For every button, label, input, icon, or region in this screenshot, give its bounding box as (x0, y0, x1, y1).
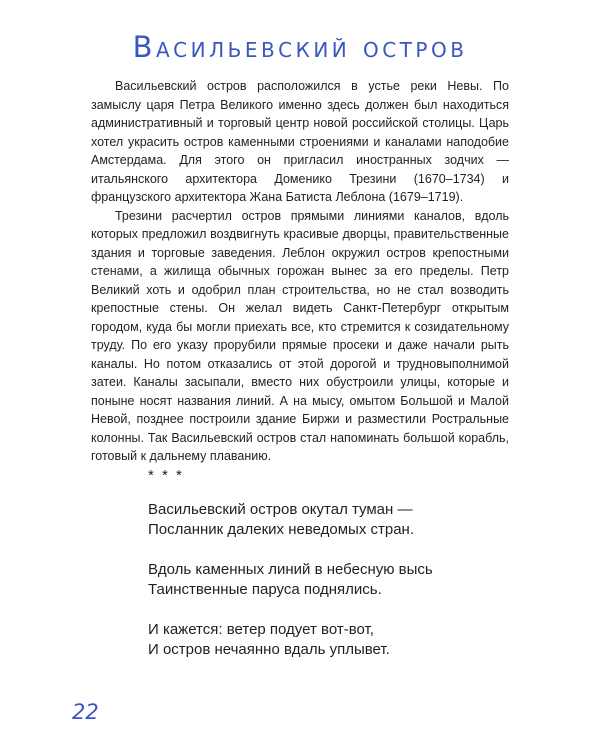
poem-section-marker: * * * (148, 467, 184, 484)
poem-stanza (148, 560, 528, 601)
page-title: Васильевский остров (132, 30, 468, 64)
poem-line: Таинственные паруса поднялись. (148, 581, 382, 598)
page-number: 22 (72, 700, 99, 724)
poem (148, 466, 528, 680)
poem-line: Вдоль каменных линий в небесную высь (148, 560, 433, 578)
poem-line: Васильевский остров окутал туман — (148, 500, 413, 518)
poem-line: И кажется: ветер подует вот-вот, (148, 620, 374, 638)
paragraph: Трезини расчертил остров прямыми линиями каналов, вдоль которых предложил воздвигнуть красивые дворцы, правительственные здания и торговые заведения. Леблон окружил остров крепостными стенами, а жилища обычных горожан вынес за его пределы. Петр Великий хоть и одобрил план строительства, но не стал возводить крепостные стены. Он желал видеть Санкт-Петербург открытым городом, куда бы могли приехать все, кто стремится к созидательному труду. По его указу прорубили прямые просеки и даже начали рыть каналы. Но потом отказались от этой дорогой и трудновыполнимой затеи. Каналы засыпали, вместо них обустроили улицы, которые и поныне носят названия линий. А на мысу, омытом Большой и Малой Невой, позднее построили здание Биржи и разместили Ростральные колонны. Так Васильевский остров стал напоминать большой корабль, готовый к дальнему плаванию. (91, 208, 509, 463)
poem-line: Посланник далеких неведомых стран. (148, 521, 414, 538)
poem-stanza (148, 500, 528, 541)
paragraph: Васильевский остров расположился в устье реки Невы. По замыслу царя Петра Великого именно здесь должен был находиться административный и торговый центр новой российской столицы. Царь хотел украсить остров каменными строениями и каналами наподобие Амстердама. Для этого он пригласил иностранных зодчих — итальянского архитектора Доменико Трезини (1670–1734) и французского архитектора Жана Батиста Леблона (1679–1719). (91, 79, 509, 204)
poem-line: И остров нечаянно вдаль уплывет. (148, 641, 390, 658)
poem-stanza (148, 620, 528, 661)
prose-body (91, 77, 509, 466)
